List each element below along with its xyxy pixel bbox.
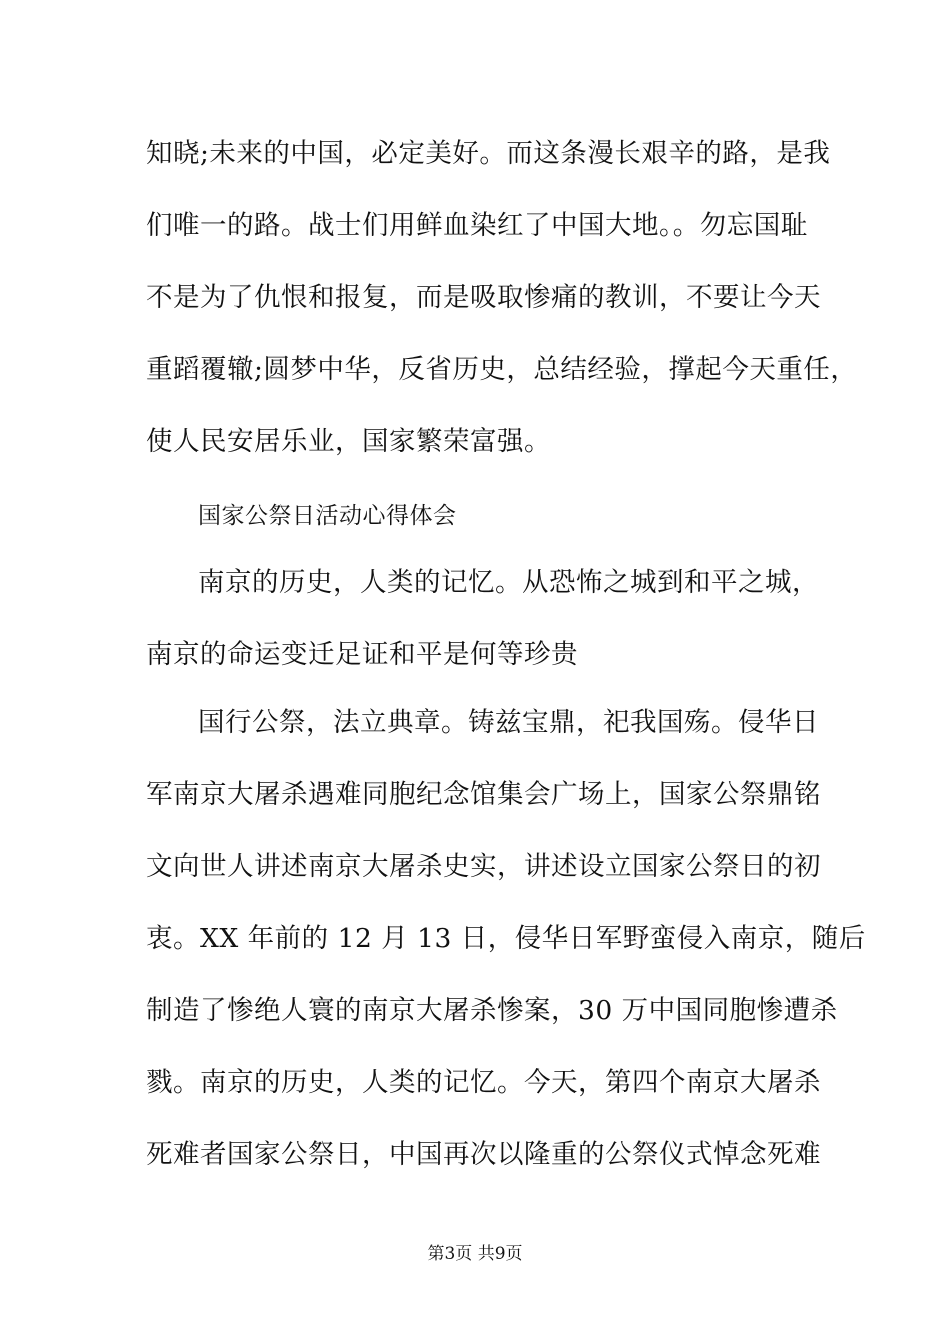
paragraph3-line-3: 文向世人讲述南京大屠杀史实，讲述设立国家公祭日的初 (146, 851, 821, 882)
paragraph1-line-2: 们唯一的路。战士们用鲜血染红了中国大地。。勿忘国耻 (146, 210, 808, 241)
page-footer: 第3页 共9页 (427, 1244, 523, 1264)
paragraph1-line-5: 使人民安居乐业，国家繁荣富强。 (146, 426, 551, 457)
paragraph2-line-1: 南京的历史，人类的记忆。从恐怖之城到和平之城， (198, 567, 819, 598)
paragraph3-line-2: 军南京大屠杀遇难同胞纪念馆集会广场上，国家公祭鼎铭 (146, 779, 821, 810)
paragraph3-line-7: 死难者国家公祭日，中国再次以隆重的公祭仪式悼念死难 (146, 1139, 821, 1170)
paragraph3-line-5: 制造了惨绝人寰的南京大屠杀惨案，30 万中国同胞惨遭杀 (146, 995, 838, 1026)
paragraph2-line-2: 南京的命运变迁足证和平是何等珍贵 (146, 639, 578, 670)
paragraph3-line-1: 国行公祭，法立典章。铸兹宝鼎，祀我国殇。侵华日 (198, 707, 819, 738)
paragraph3-line-4: 衷。XX 年前的 12 月 13 日，侵华日军野蛮侵入南京，随后 (146, 923, 866, 954)
paragraph1-line-1: 知晓;未来的中国，必定美好。而这条漫长艰辛的路，是我 (146, 138, 831, 169)
section-heading: 国家公祭日活动心得体会 (198, 503, 457, 529)
paragraph1-line-4: 重蹈覆辙;圆梦中华，反省历史，总结经验，撑起今天重任， (146, 354, 858, 385)
paragraph1-line-3: 不是为了仇恨和报复，而是吸取惨痛的教训，不要让今天 (146, 282, 821, 313)
paragraph3-line-6: 戮。南京的历史，人类的记忆。今天，第四个南京大屠杀 (146, 1067, 821, 1098)
